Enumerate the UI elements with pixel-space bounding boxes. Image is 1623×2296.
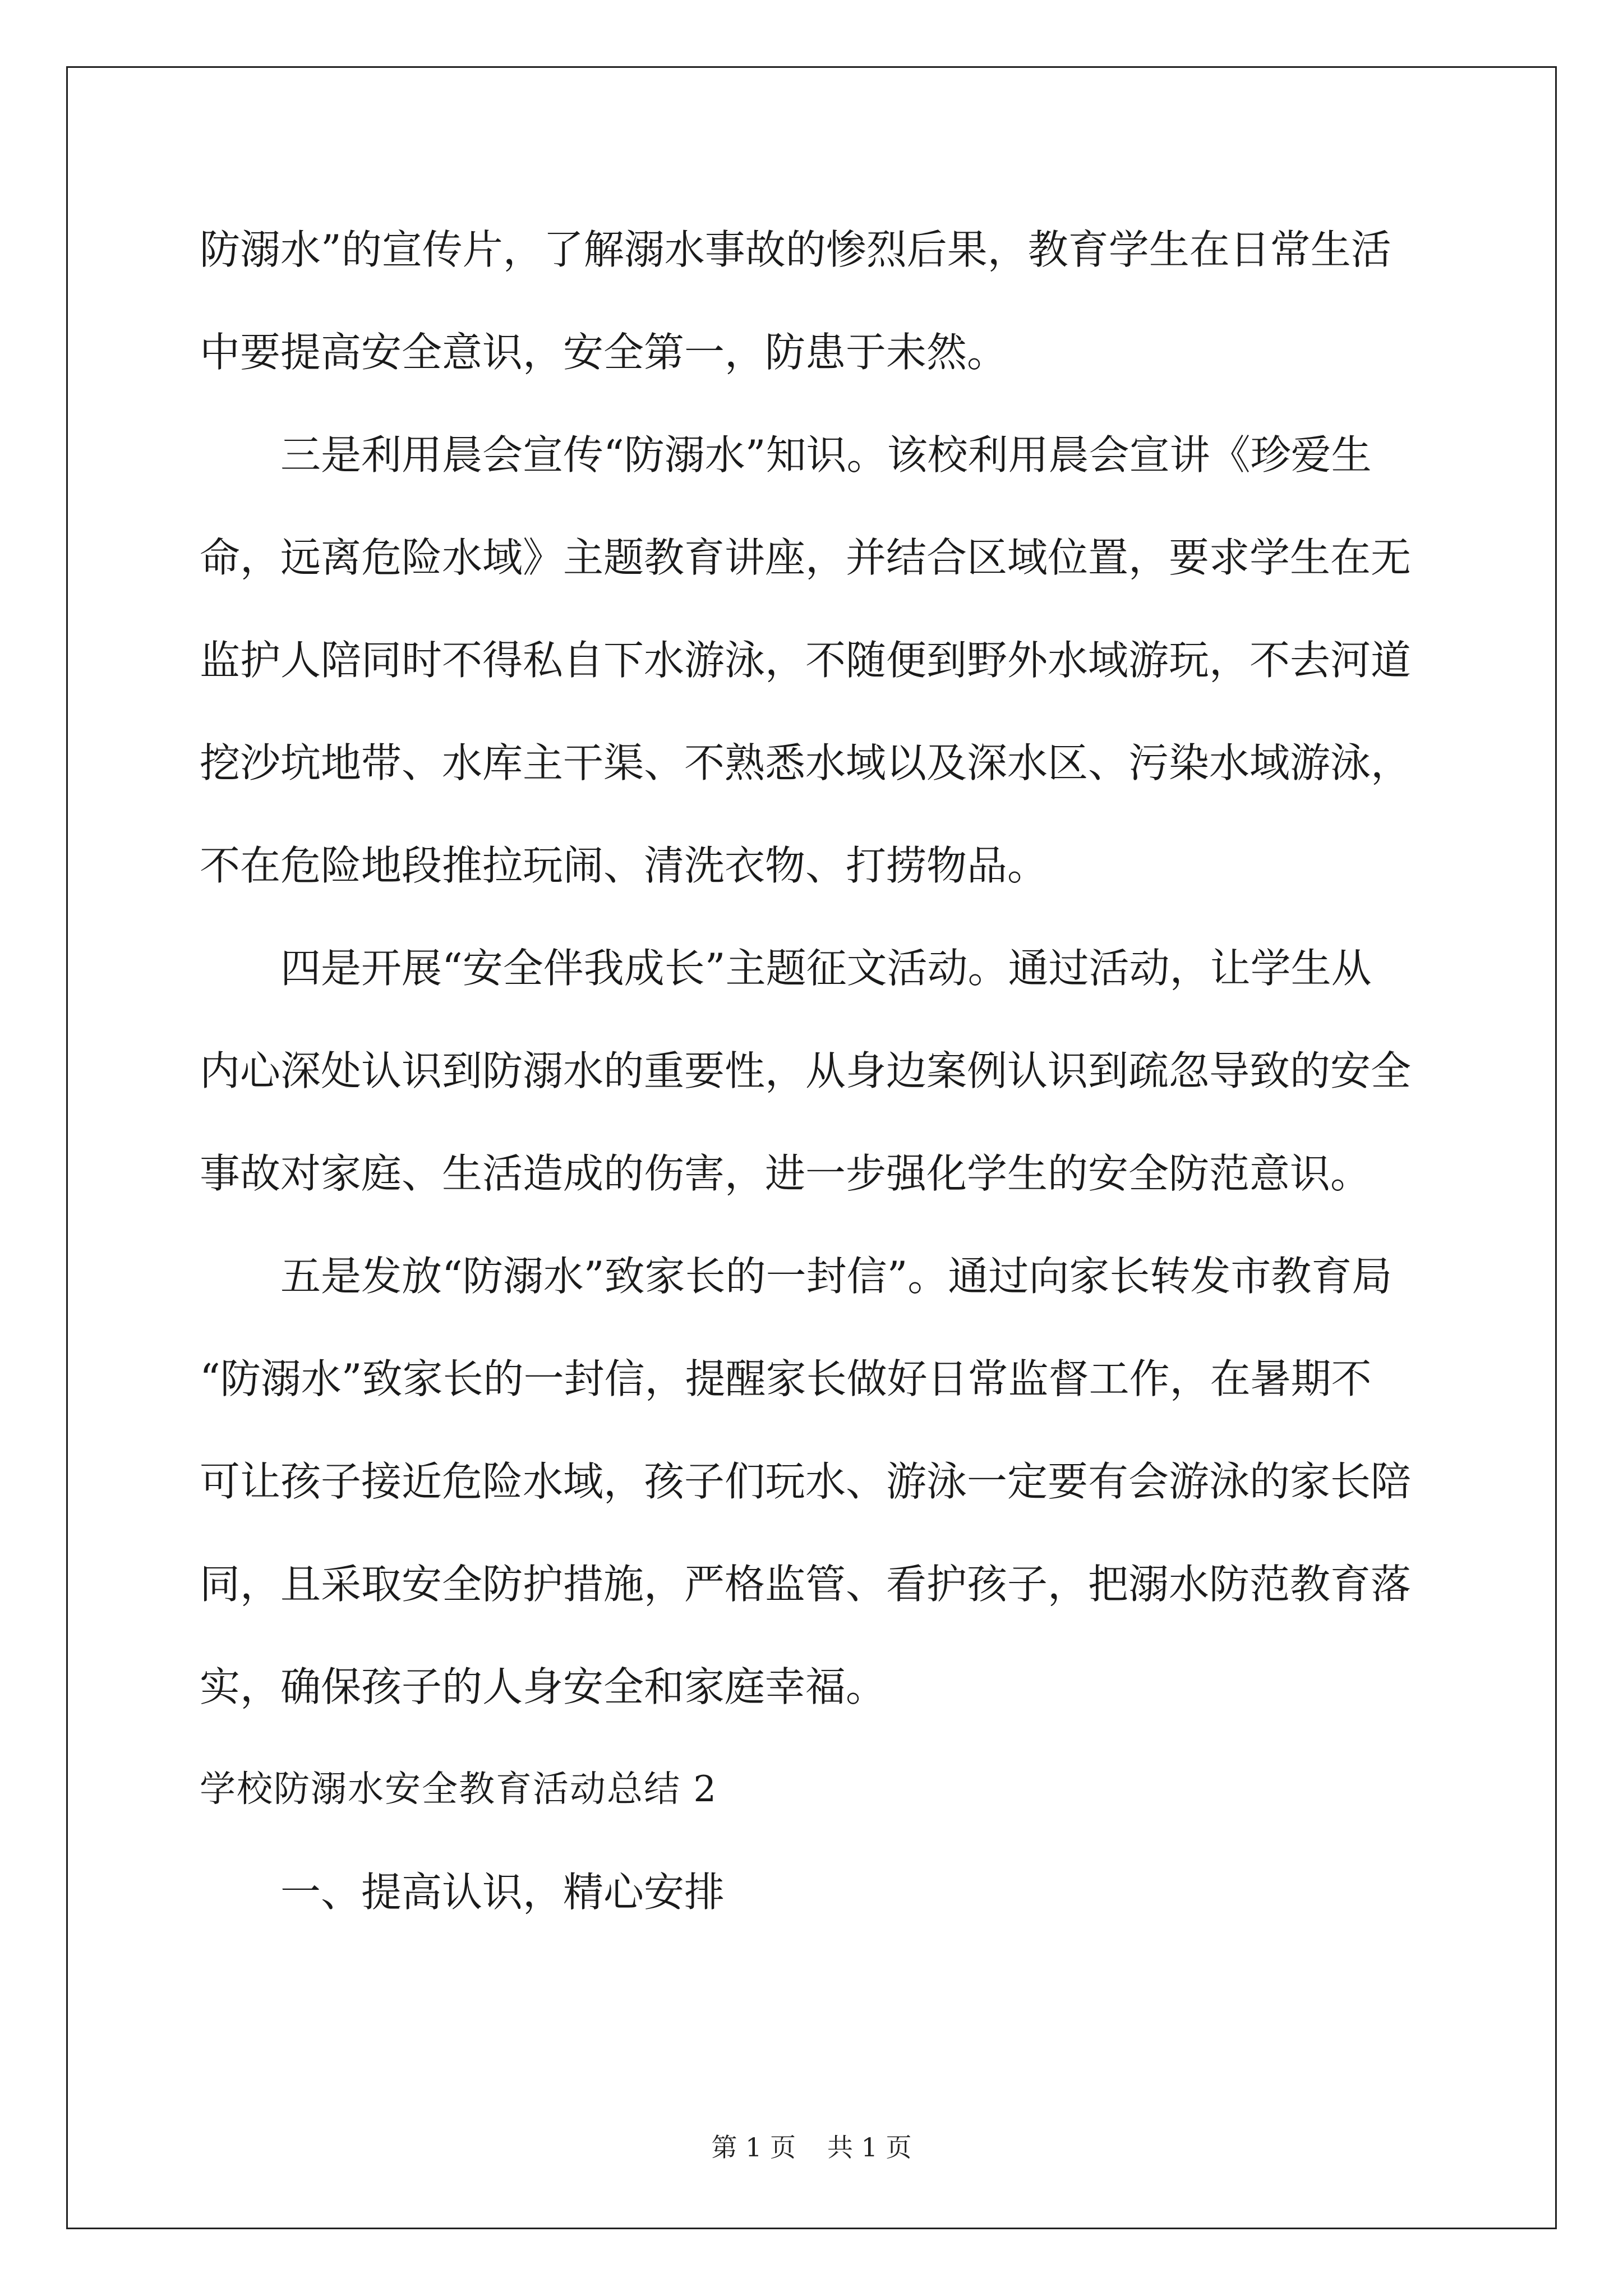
- page-total: 共 1 页: [827, 2132, 912, 2162]
- paragraph-line: 内心深处认识到防溺水的重要性，从身边案例认识到疏忽导致的安全: [200, 1047, 1412, 1094]
- paragraph-line: 监护人陪同时不得私自下水游泳，不随便到野外水域游玩，不去河道: [200, 637, 1412, 684]
- paragraph-line: “防溺水”致家长的一封信，提醒家长做好日常监督工作，在暑期不: [200, 1355, 1372, 1402]
- page-footer: [0, 2127, 1623, 2164]
- paragraph-line: 五是发放“防溺水”致家长的一封信”。通过向家长转发市教育局: [280, 1253, 1393, 1300]
- page-number: 第 1 页: [711, 2132, 796, 2162]
- subheading: 一、提高认识，精心安排: [280, 1869, 725, 1916]
- paragraph-line: 三是利用晨会宣传“防溺水”知识。该校利用晨会宣讲《珍爱生: [280, 431, 1372, 478]
- paragraph-line: 中要提高安全意识，安全第一，防患于未然。: [200, 329, 1008, 376]
- paragraph-line: 可让孩子接近危险水域，孩子们玩水、游泳一定要有会游泳的家长陪: [200, 1458, 1412, 1505]
- paragraph-line: 挖沙坑地带、水库主干渠、不熟悉水域以及深水区、污染水域游泳，: [200, 739, 1412, 786]
- paragraph-line: 防溺水”的宣传片，了解溺水事故的惨烈后果，教育学生在日常生活: [200, 226, 1391, 273]
- paragraph-line: 不在危险地段推拉玩闹、清洗衣物、打捞物品。: [200, 842, 1048, 889]
- paragraph-line: 同，且采取安全防护措施，严格监管、看护孩子，把溺水防范教育落: [200, 1561, 1412, 1608]
- section-title: 学校防溺水安全教育活动总结 2: [200, 1769, 718, 1810]
- paragraph-line: 命，远离危险水域》主题教育讲座，并结合区域位置，要求学生在无: [200, 534, 1412, 581]
- paragraph-line: 事故对家庭、生活造成的伤害，进一步强化学生的安全防范意识。: [200, 1150, 1371, 1197]
- paragraph-line: 实，确保孩子的人身安全和家庭幸福。: [200, 1663, 887, 1710]
- paragraph-line: 四是开展“安全伴我成长”主题征文活动。通过活动，让学生从: [280, 945, 1372, 992]
- document-body: [200, 216, 1428, 1961]
